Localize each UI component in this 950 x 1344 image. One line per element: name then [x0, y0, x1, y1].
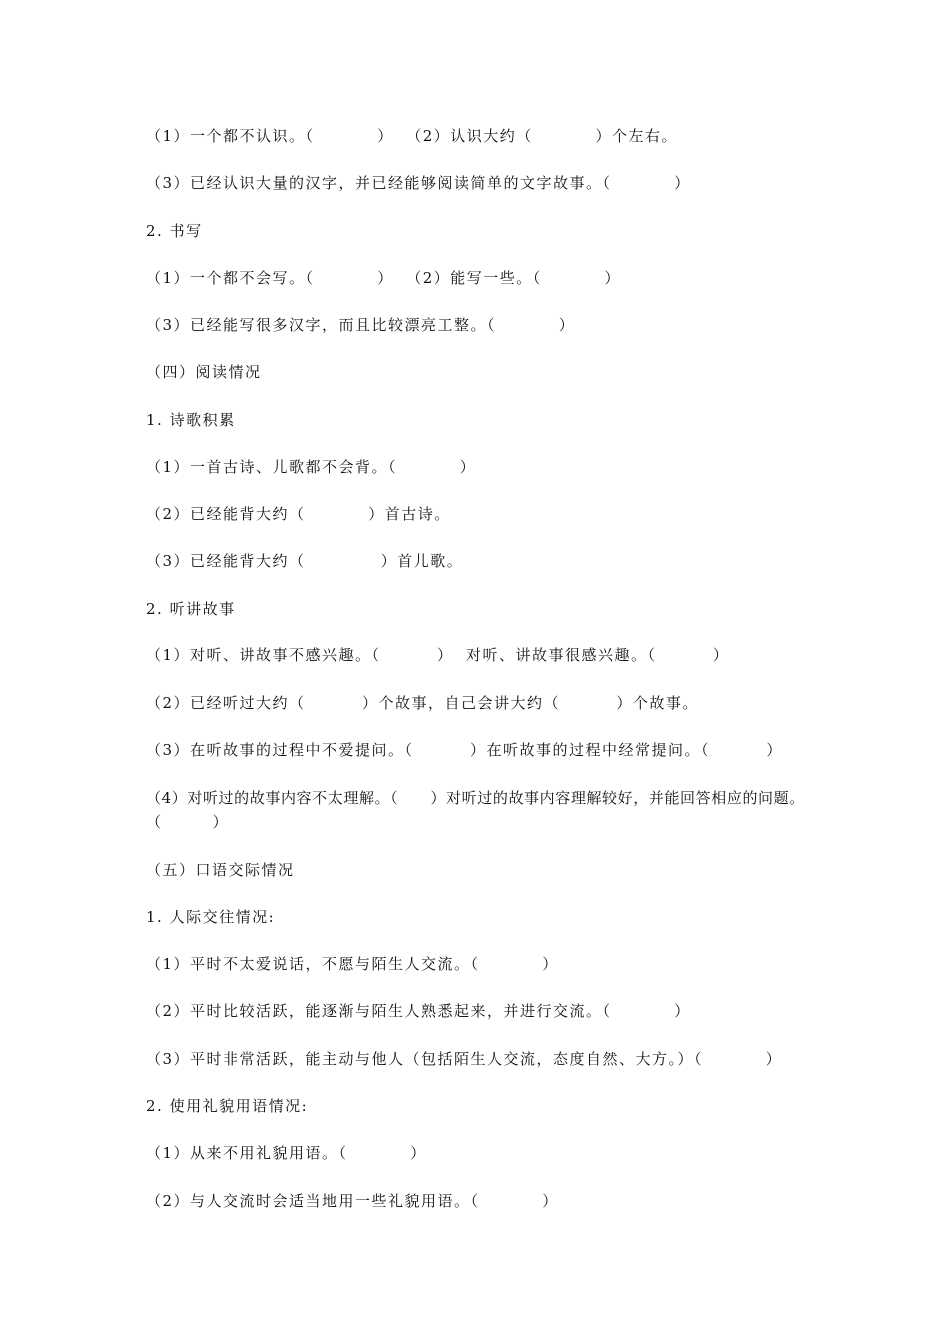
section-writing-heading: 2. 书写	[146, 222, 203, 240]
poetry-option-1: （1）一首古诗、儿歌都不会背。（ ）	[146, 458, 477, 476]
poetry-option-2: （2）已经能背大约（ ）首古诗。	[146, 505, 451, 523]
literacy-recognition-option-3: （3）已经认识大量的汉字，并已经能够阅读简单的文字故事。（ ）	[146, 174, 691, 192]
politeness-option-2: （2）与人交流时会适当地用一些礼貌用语。（ ）	[146, 1192, 559, 1210]
writing-options-1-2: （1）一个都不会写。（ ） （2）能写一些。（ ）	[146, 269, 621, 287]
poetry-heading: 1. 诗歌积累	[146, 411, 236, 429]
interpersonal-heading: 1. 人际交往情况:	[146, 908, 276, 926]
interpersonal-option-2: （2）平时比较活跃，能逐渐与陌生人熟悉起来，并进行交流。（ ）	[146, 1002, 691, 1020]
poetry-option-3: （3）已经能背大约（ ）首儿歌。	[146, 552, 464, 570]
stories-option-4-continuation: （ ）	[146, 813, 230, 831]
politeness-option-1: （1）从来不用礼貌用语。（ ）	[146, 1144, 427, 1162]
writing-option-3: （3）已经能写很多汉字，而且比较漂亮工整。（ ）	[146, 316, 576, 334]
stories-heading: 2. 听讲故事	[146, 600, 236, 618]
politeness-heading: 2. 使用礼貌用语情况:	[146, 1097, 309, 1115]
section-oral-heading: （五）口语交际情况	[146, 861, 295, 879]
stories-option-4: （4）对听过的故事内容不太理解。（ ）对听过的故事内容理解较好，并能回答相应的问题。	[146, 789, 805, 807]
literacy-recognition-options-1-2: （1）一个都不认识。（ ） （2）认识大约（ ）个左右。	[146, 127, 678, 145]
stories-option-2: （2）已经听过大约（ ）个故事，自己会讲大约（ ）个故事。	[146, 694, 699, 712]
interpersonal-option-3: （3）平时非常活跃，能主动与他人（包括陌生人交流，态度自然、大方。）（ ）	[146, 1050, 783, 1068]
stories-option-3: （3）在听故事的过程中不爱提问。（ ）在听故事的过程中经常提问。（ ）	[146, 741, 783, 759]
interpersonal-option-1: （1）平时不太爱说话，不愿与陌生人交流。（ ）	[146, 955, 559, 973]
section-reading-heading: （四）阅读情况	[146, 363, 262, 381]
stories-option-1: （1）对听、讲故事不感兴趣。（ ） 对听、讲故事很感兴趣。（ ）	[146, 646, 730, 664]
